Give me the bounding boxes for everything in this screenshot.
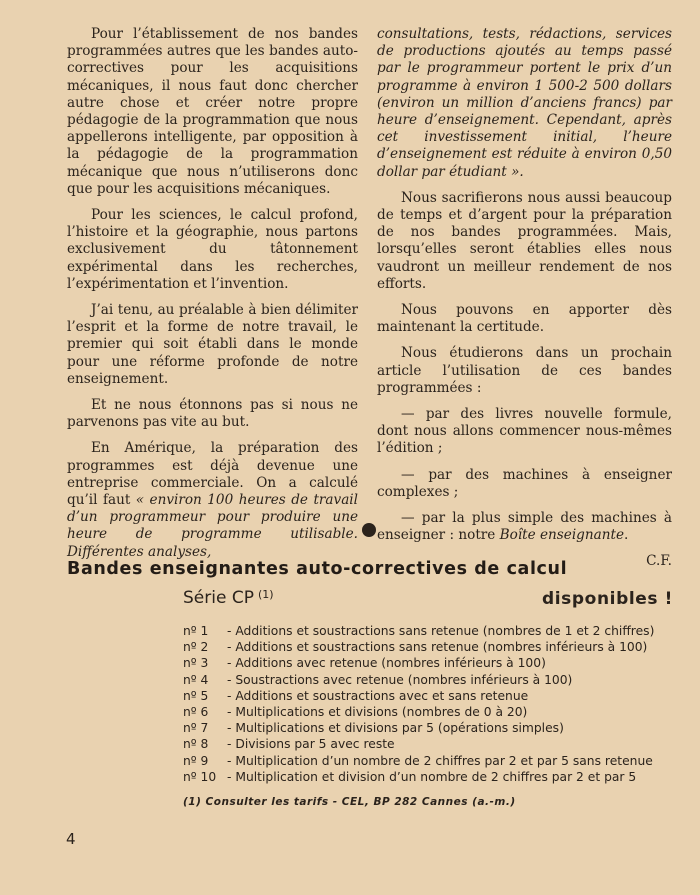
series-header bbox=[183, 588, 673, 614]
left-column bbox=[67, 26, 358, 570]
item-text: - Multiplication d’un nombre de 2 chiffres par 2 et par 5 sans retenue bbox=[227, 753, 653, 768]
paragraph: Nous pouvons en apporter dès maintenant la certitude. bbox=[377, 302, 672, 336]
paragraph-text: — par la plus simple des machines à enseigner : notre bbox=[377, 510, 672, 544]
series-list bbox=[183, 623, 683, 785]
list-item bbox=[183, 704, 683, 720]
list-item bbox=[183, 753, 683, 769]
paragraph-america bbox=[67, 440, 358, 560]
item-number: nº 3 bbox=[183, 656, 209, 671]
item-number: nº 2 bbox=[183, 640, 209, 655]
list-item bbox=[183, 639, 683, 655]
list-item bbox=[183, 769, 683, 785]
list-item bbox=[183, 623, 683, 639]
item-number: nº 5 bbox=[183, 688, 209, 703]
paragraph: Et ne nous étonnons pas si nous ne parvenons pas vite au but. bbox=[67, 397, 358, 431]
item-number: nº 6 bbox=[183, 705, 209, 720]
paragraph: Nous sacrifierons nous aussi beaucoup de temps et d’argent pour la préparation de nos bandes programmées. Mais, lorsqu’elles seront établies elles nous vaudront un meilleur rendement de nos efforts. bbox=[377, 189, 672, 292]
item-text: - Multiplication et division d’un nombre de 2 chiffres par 2 et par 5 bbox=[227, 769, 637, 784]
item-text: - Multiplications et divisions par 5 (opérations simples) bbox=[227, 721, 564, 736]
signature: C.F. bbox=[646, 553, 672, 570]
paragraph: Pour les sciences, le calcul profond, l’histoire et la géographie, nous partons exclusivement du tâtonnement expérimental dans les recherches, l’expérimentation et l’invention. bbox=[67, 207, 358, 292]
item-text: - Additions et soustractions sans retenue (nombres de 1 et 2 chiffres) bbox=[227, 624, 655, 638]
paragraph bbox=[377, 510, 672, 544]
item-number: nº 1 bbox=[183, 624, 209, 638]
footnote-marker: (1) bbox=[257, 588, 274, 601]
item-text: - Additions et soustractions sans retenue (nombres inférieurs à 100) bbox=[227, 640, 648, 655]
quotation-start: « environ 100 heures de travail d’un programmeur pour produire une heure de programme utilisable. Différentes analyses, bbox=[67, 492, 358, 560]
item-text: - Divisions par 5 avec reste bbox=[227, 737, 395, 752]
list-item bbox=[183, 688, 683, 704]
list-item bbox=[183, 672, 683, 688]
available-label: disponibles ! bbox=[541, 589, 673, 609]
item-number: nº 4 bbox=[183, 672, 209, 687]
item-text: - Soustractions avec retenue (nombres inférieurs à 100) bbox=[227, 672, 573, 687]
item-text: - Multiplications et divisions (nombres de 0 à 20) bbox=[227, 705, 528, 720]
list-item bbox=[183, 720, 683, 736]
item-text: - Additions et soustractions avec et sans retenue bbox=[227, 688, 529, 703]
paragraph: Pour l’établissement de nos bandes programmées autres que les bandes auto-correctives pour les acquisitions mécaniques, il nous faut donc chercher autre chose et créer notre propre pédagogie de la programmation que nous appellerons intelligente, par opposition à la pédagogie de la programmation mécanique que nous n’utiliserons donc que pour les acquisitions mécaniques. bbox=[67, 26, 358, 197]
paragraph: J’ai tenu, au préalable à bien délimiter l’esprit et la forme de notre travail, le premier qui soit établi dans le monde pour une réforme profonde de notre enseignement. bbox=[67, 302, 358, 387]
item-number: nº 8 bbox=[183, 737, 209, 752]
item-text: - Additions avec retenue (nombres inférieurs à 100) bbox=[227, 656, 546, 671]
list-item bbox=[183, 655, 683, 671]
paragraph-text: En Amérique, la préparation des programmes est déjà devenue une entreprise commerciale. On a calculé qu’il faut bbox=[67, 440, 358, 509]
footnote: (1) Consulter les tarifs - CEL, BP 282 Cannes (a.-m.) bbox=[183, 796, 516, 808]
series-name: Série CP bbox=[183, 588, 254, 608]
paragraph-end: . bbox=[624, 527, 629, 544]
item-number: nº 10 bbox=[183, 769, 217, 784]
right-column bbox=[377, 26, 672, 580]
paragraph: — par des livres nouvelle formule, dont nous allons commencer nous-mêmes l’édition ; bbox=[377, 406, 672, 457]
section-title: Bandes enseignantes auto-correctives de calcul bbox=[67, 559, 568, 579]
series-label bbox=[183, 588, 274, 608]
quotation-end: consultations, tests, rédactions, services de productions ajoutés au temps passé par le programmeur portent le prix d’un programme à environ 1 500-2 500 dollars (environ un million d’anciens francs) par heure d’enseignement. Cependant, après cet investissement initial, l’heure d’enseignement est réduite à environ 0,50 dollar par étudiant ». bbox=[377, 26, 672, 180]
item-number: nº 7 bbox=[183, 721, 209, 736]
paragraph: — par des machines à enseigner complexes ; bbox=[377, 466, 672, 500]
page-number: 4 bbox=[66, 830, 76, 848]
paragraph: Nous étudierons dans un prochain article l’utilisation de ces bandes programmées : bbox=[377, 345, 672, 396]
separator-dot-icon bbox=[362, 523, 376, 537]
item-number: nº 9 bbox=[183, 753, 209, 768]
list-item bbox=[183, 736, 683, 752]
boite-enseignante: Boîte enseignante bbox=[499, 527, 624, 544]
